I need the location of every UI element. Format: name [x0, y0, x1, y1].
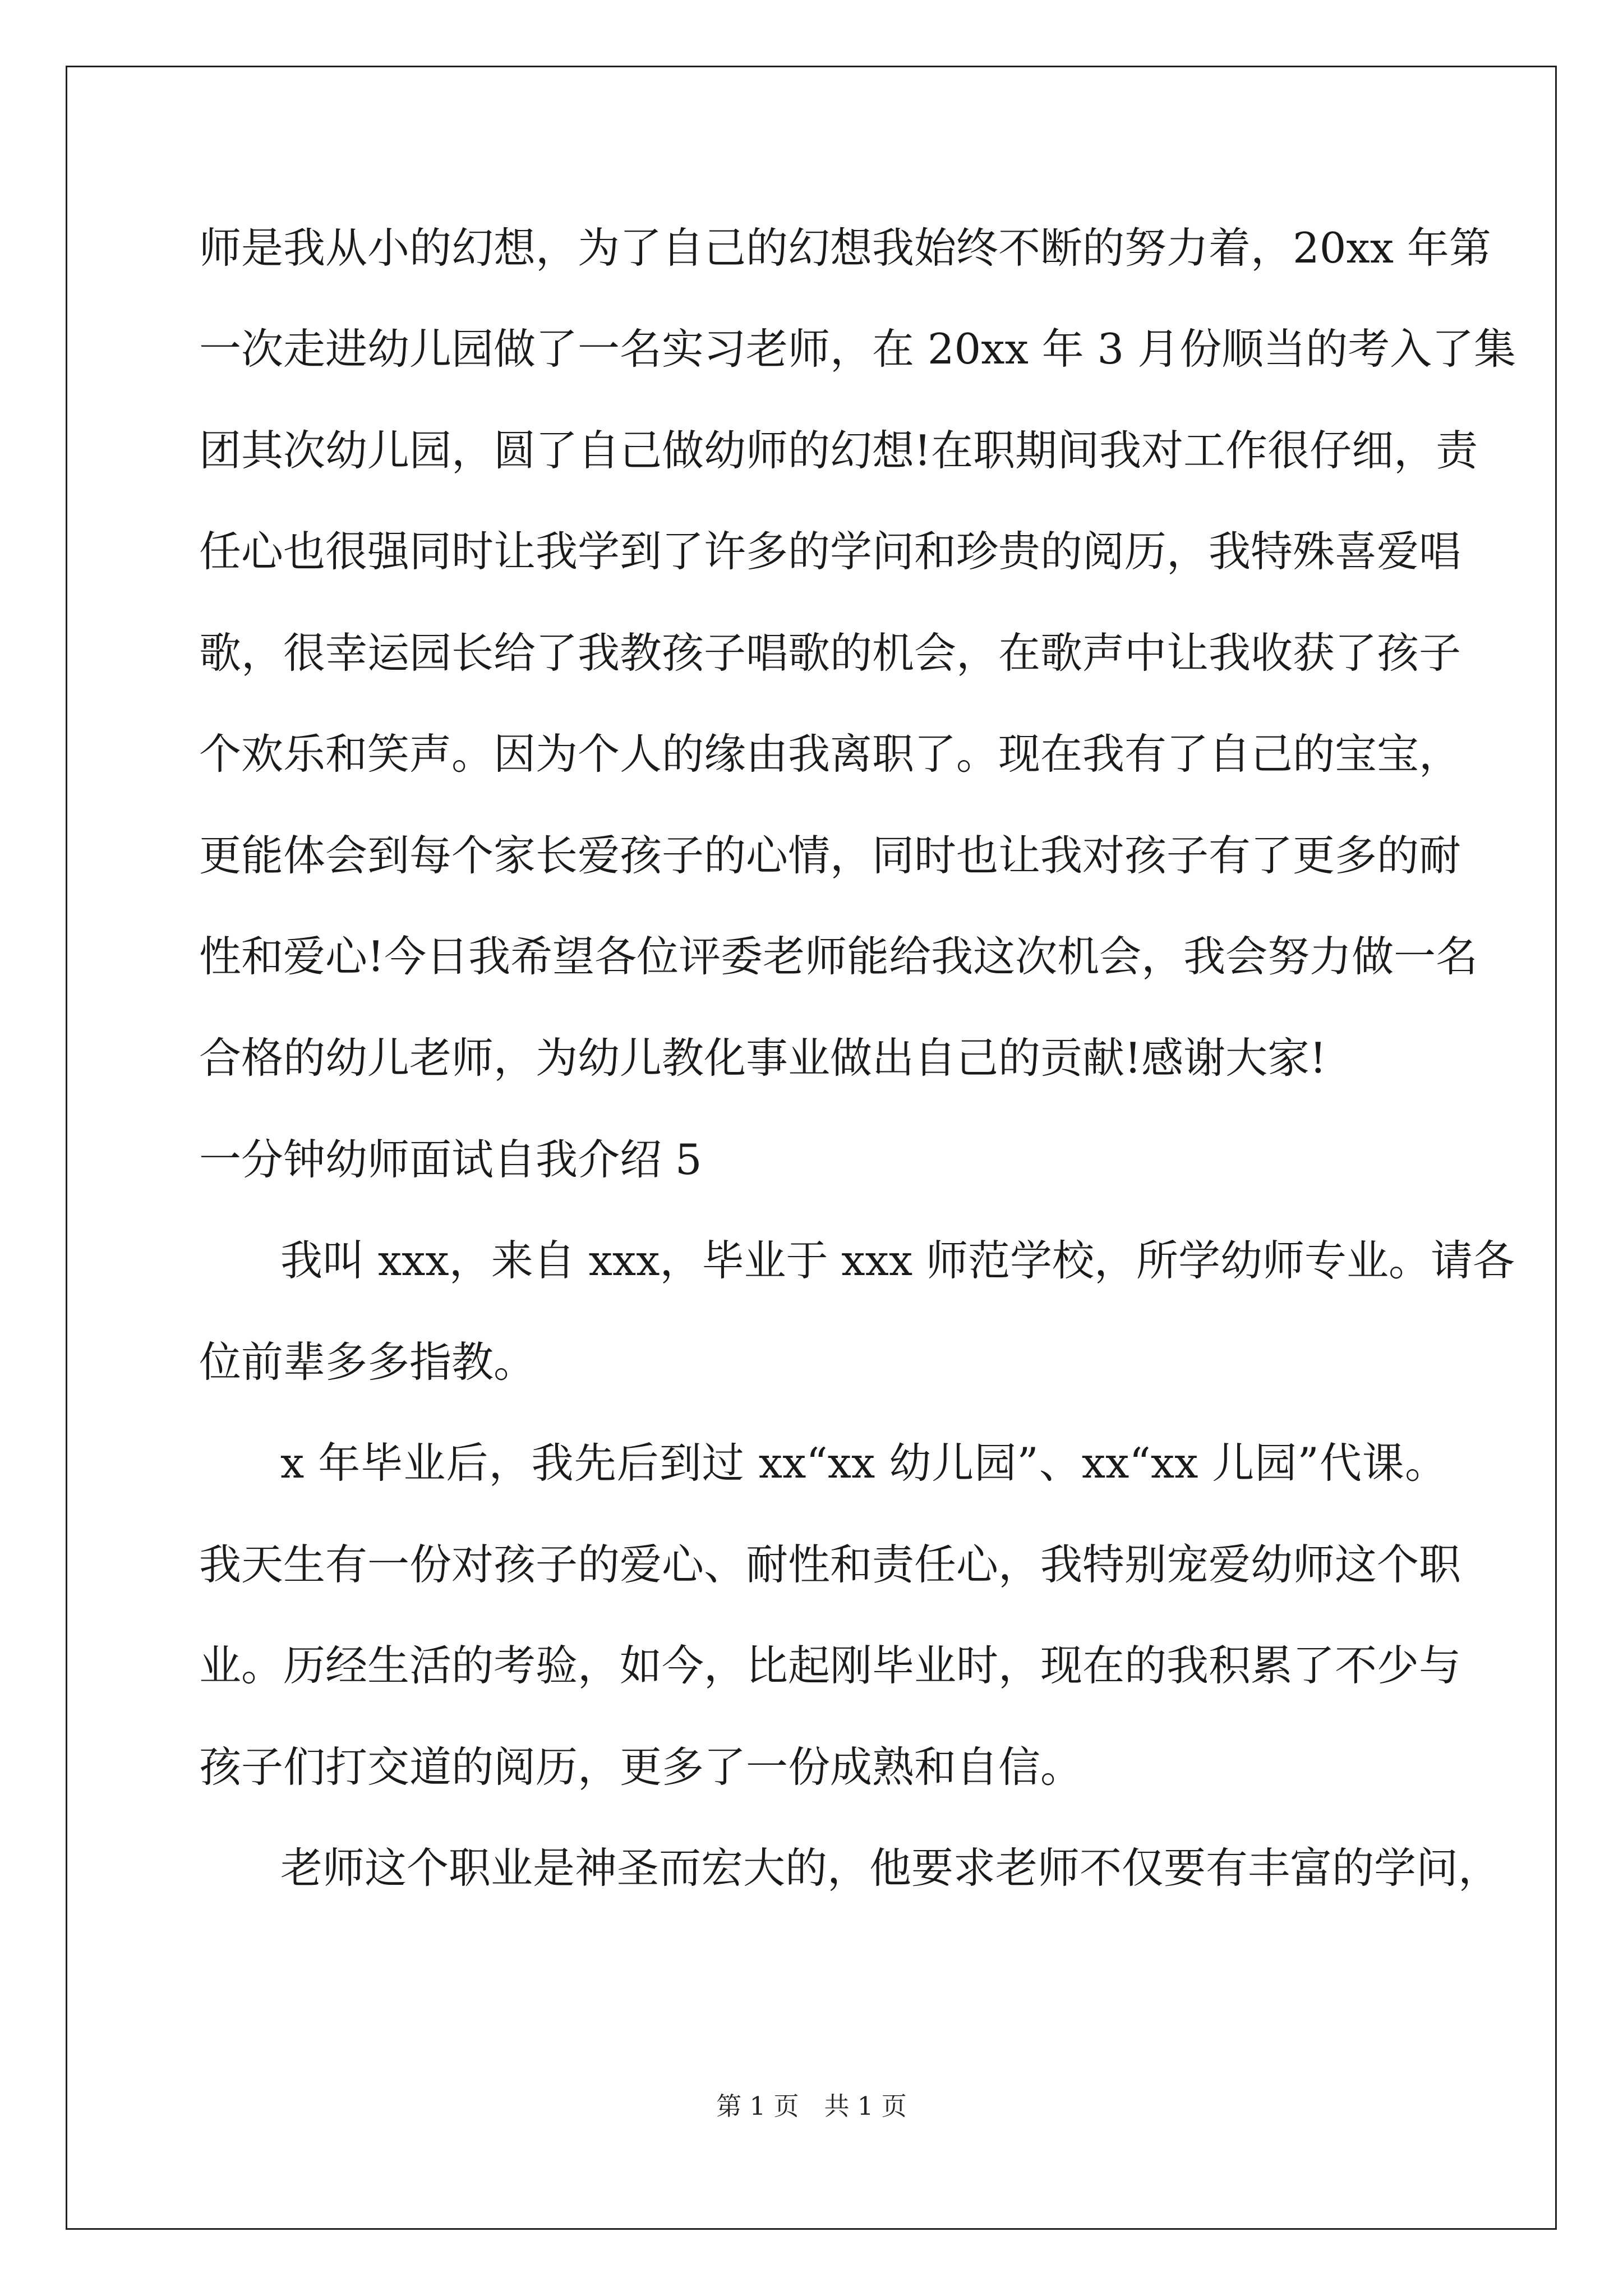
text-line: 任心也很强同时让我学到了许多的学问和珍贵的阅历，我特殊喜爱唱 [199, 527, 1461, 576]
section-heading: 一分钟幼师面试自我介绍 5 [199, 1135, 702, 1184]
text-line: 我叫 xxx，来自 xxx，毕业于 xxx 师范学校，所学幼师专业。请各 [280, 1236, 1515, 1285]
text-line: 合格的幼儿老师，为幼儿教化事业做出自己的贡献!感谢大家! [199, 1033, 1327, 1083]
text-line: 团其次幼儿园，圆了自己做幼师的幻想!在职期间我对工作很仔细，责 [199, 426, 1478, 475]
text-line: 我天生有一份对孩子的爱心、耐性和责任心，我特别宠爱幼师这个职 [199, 1540, 1461, 1589]
text-line: x 年毕业后，我先后到过 xx“xx 幼儿园”、xx“xx 儿园”代课。 [280, 1438, 1447, 1488]
text-line: 性和爱心!今日我希望各位评委老师能给我这次机会，我会努力做一名 [199, 932, 1478, 981]
text-line: 老师这个职业是神圣而宏大的，他要求老师不仅要有丰富的学问， [280, 1843, 1501, 1893]
text-line: 个欢乐和笑声。因为个人的缘由我离职了。现在我有了自己的宝宝， [199, 729, 1461, 779]
text-line: 师是我从小的幻想，为了自己的幻想我始终不断的努力着，20xx 年第 [199, 223, 1491, 273]
page-number-footer: 第 1 页 共 1 页 [716, 2091, 907, 2121]
text-line: 更能体会到每个家长爱孩子的心情，同时也让我对孩子有了更多的耐 [199, 831, 1461, 880]
text-line: 一次走进幼儿园做了一名实习老师，在 20xx 年 3 月份顺当的考入了集 [199, 324, 1516, 374]
text-line: 孩子们打交道的阅历，更多了一份成熟和自信。 [199, 1742, 1083, 1792]
text-line: 歌，很幸运园长给了我教孩子唱歌的机会，在歌声中让我收获了孩子 [199, 628, 1461, 678]
text-line: 业。历经生活的考验，如今，比起刚毕业时，现在的我积累了不少与 [199, 1641, 1461, 1690]
text-line: 位前辈多多指教。 [199, 1337, 536, 1387]
